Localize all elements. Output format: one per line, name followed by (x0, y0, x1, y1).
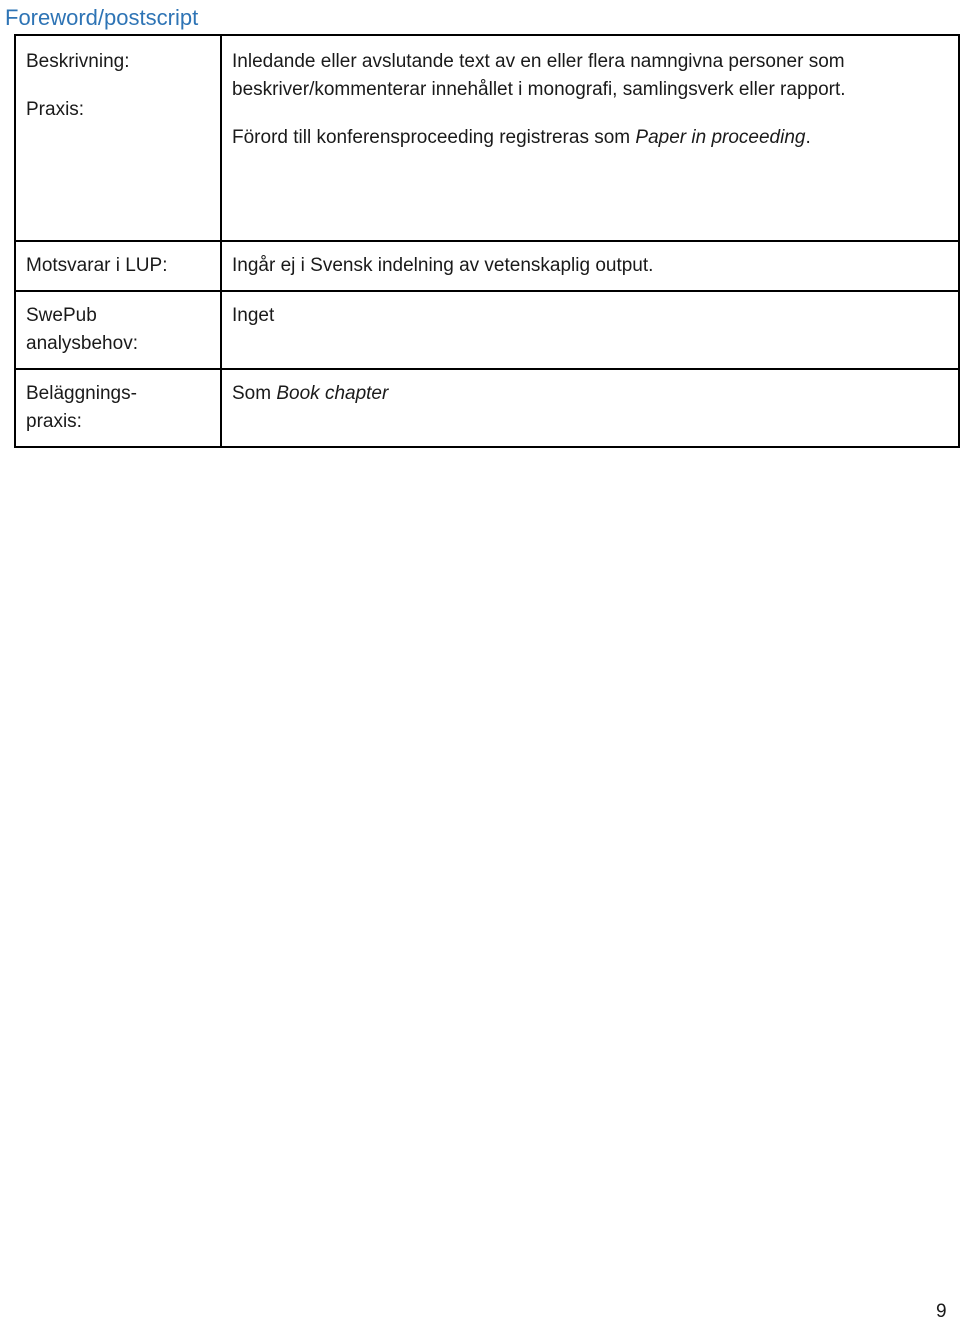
praxis-text (232, 124, 948, 152)
belaggning-value (232, 380, 948, 408)
label-cell (15, 369, 221, 447)
table-row-swepub (15, 291, 959, 369)
table-row-belaggning (15, 369, 959, 447)
value-cell (221, 291, 959, 369)
swepub-value: Inget (232, 305, 275, 326)
beskrivning-label: Beskrivning: (26, 51, 130, 72)
table-row-description-practice (15, 35, 959, 241)
label-cell (15, 291, 221, 369)
page-number: 9 (936, 1301, 947, 1322)
belaggning-value-prefix: Som (232, 383, 277, 404)
praxis-text-suffix: . (805, 127, 811, 148)
lup-label: Motsvarar i LUP: (26, 255, 168, 276)
belaggning-label-line-2: praxis: (26, 411, 82, 432)
value-cell (221, 241, 959, 291)
label-cell (15, 241, 221, 291)
praxis-text-prefix: Förord till konferensproceeding registreras som (232, 127, 636, 148)
definition-table (14, 34, 960, 448)
belaggning-label-line-1: Beläggnings- (26, 383, 137, 404)
label-cell (15, 35, 221, 241)
value-cell (221, 35, 959, 241)
praxis-text-emphasis: Paper in proceeding (635, 127, 806, 148)
beskrivning-text-line-2: beskriver/kommenterar innehållet i monografi, samlingsverk eller rapport. (232, 79, 846, 100)
table-row-lup (15, 241, 959, 291)
praxis-label: Praxis: (26, 99, 85, 120)
swepub-label-line-2: analysbehov: (26, 333, 138, 354)
value-cell (221, 369, 959, 447)
swepub-label-line-1: SwePub (26, 305, 97, 326)
section-title: Foreword/postscript (5, 5, 199, 30)
beskrivning-text-line-1: Inledande eller avslutande text av en eller flera namngivna personer som (232, 51, 845, 72)
lup-value: Ingår ej i Svensk indelning av vetenskaplig output. (232, 255, 654, 276)
belaggning-value-emphasis: Book chapter (276, 383, 389, 404)
